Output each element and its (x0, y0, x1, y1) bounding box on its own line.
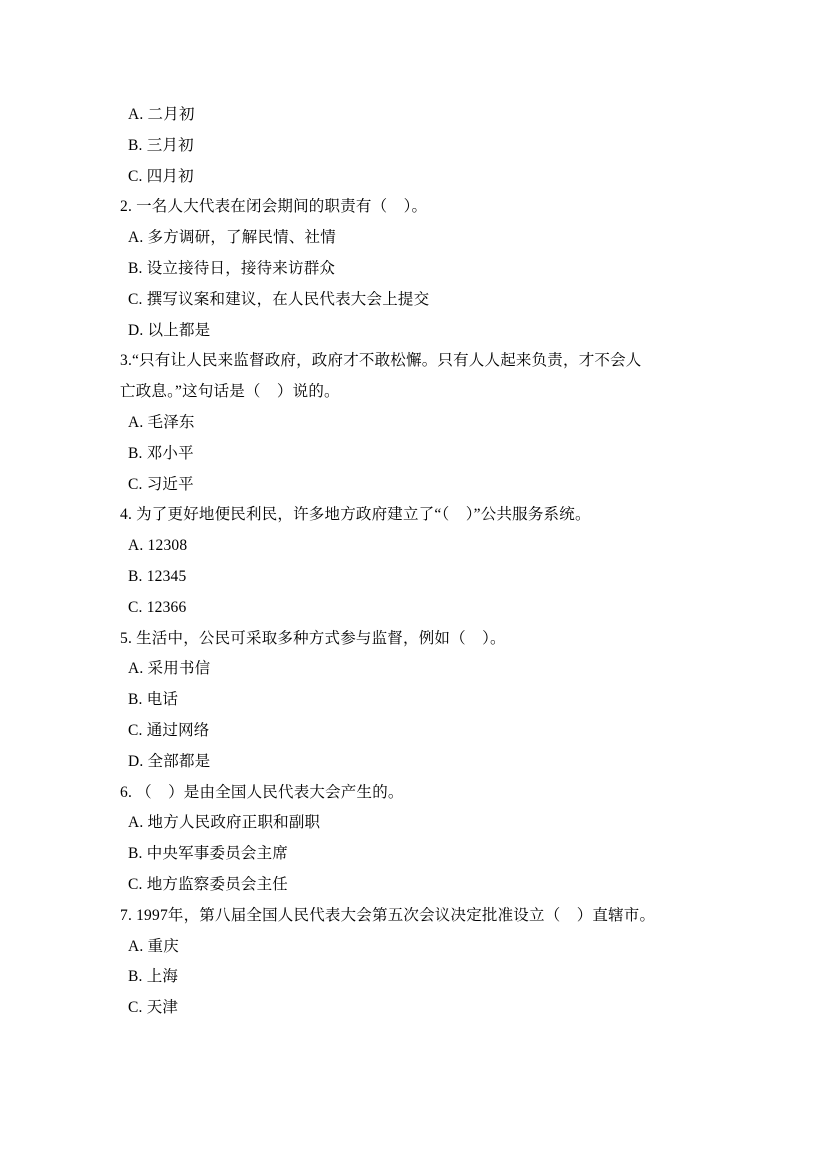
option-item: A. 二月初 (128, 106, 195, 123)
option-item: A. 重庆 (128, 937, 179, 955)
option-item: A. 地方人民政府正职和副职 (128, 814, 321, 832)
question-item: 5. 生活中，公民可采取多种方式参与监督，例如（ ）。 (120, 629, 506, 647)
option-item: D. 全部都是 (128, 752, 211, 770)
document-body (120, 100, 706, 1024)
question-item: 3.“只有让人民来监督政府，政府才不敢松懈。只有人人起来负责，才不会人 (120, 352, 642, 370)
option-item: B. 电话 (128, 691, 179, 709)
option-item: C. 四月初 (128, 167, 194, 185)
question-item: 6. （ ）是由全国人民代表大会产生的。 (120, 783, 404, 801)
option-item: B. 设立接待日，接待来访群众 (128, 259, 336, 277)
question-item: 4. 为了更好地便民利民，许多地方政府建立了“（ ）”公共服务系统。 (120, 506, 591, 524)
option-item: A. 采用书信 (128, 660, 211, 678)
option-item: C. 通过网络 (128, 721, 210, 739)
question-item: 7. 1997年，第八届全国人民代表大会第五次会议决定批准设立（ ）直辖市。 (120, 906, 656, 924)
option-item: D. 以上都是 (128, 321, 211, 339)
question-item: 2. 一名人大代表在闭会期间的职责有（ ）。 (120, 198, 428, 216)
option-item: B. 12345 (128, 567, 187, 585)
option-item: A. 毛泽东 (128, 413, 195, 431)
option-item: A. 12308 (128, 537, 188, 555)
option-item: B. 上海 (128, 968, 179, 986)
option-item: C. 天津 (128, 999, 179, 1017)
question-item-continued: 亡政息。”这句话是（ ）说的。 (120, 383, 340, 401)
option-item: C. 12366 (128, 598, 187, 616)
option-item: B. 三月初 (128, 136, 194, 154)
option-item: B. 中央军事委员会主席 (128, 845, 288, 863)
option-item: C. 习近平 (128, 475, 194, 493)
option-item: B. 邓小平 (128, 444, 194, 462)
option-item: C. 地方监察委员会主任 (128, 875, 288, 893)
option-item: A. 多方调研，了解民情、社情 (128, 229, 336, 247)
option-item: C. 撰写议案和建议，在人民代表大会上提交 (128, 290, 430, 308)
